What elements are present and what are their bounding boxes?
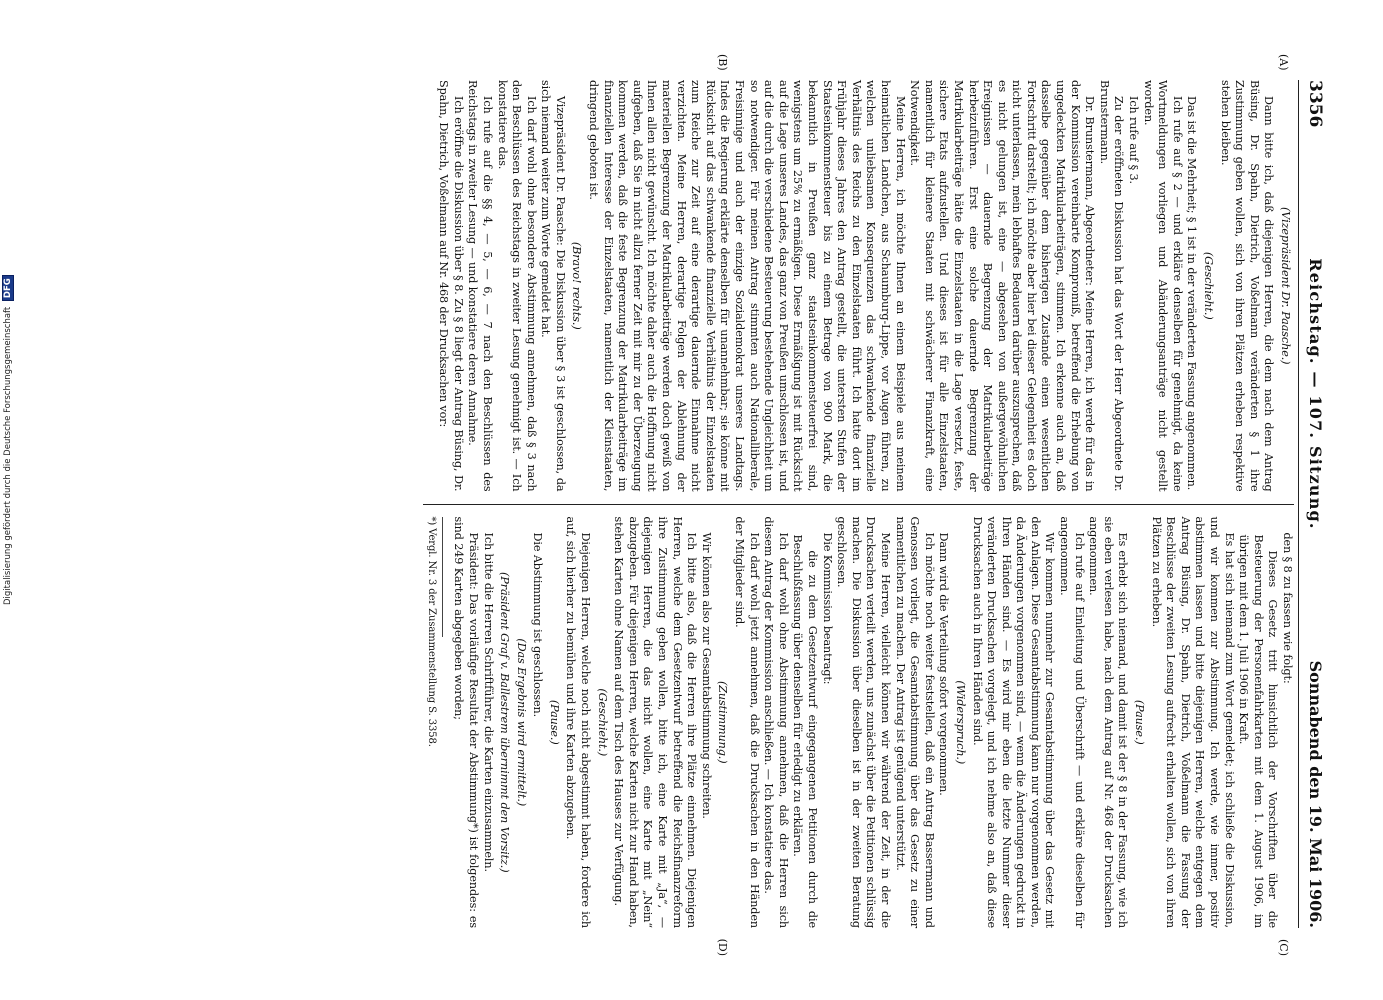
paragraph: Ich bitte die Herren Schriftführer, die Karten einzusammeln. xyxy=(481,532,495,872)
speech-paragraph: Meine Herren, ich möchte Ihnen an einem Beispiele aus meinem heimatlichen Landchen, aus Schaumburg-Lippe, vor Augen führen, zu welchen unliebsamen Konsequenzen das schwankende finanzielle Verhältnis des Reichs zu den Einzelstaaten führt. Ich hatte dort im Frühjahr dieses Jahres den Antrag gestellt, die untersten Stufen der Staatseinkommensteuer bis zu einem Betrage von 900 Mark, die bekanntlich in Preußen ganz staatseinkommensteuerfrei sind, wenigstens um 25% zu ermäßigen. Diese Ermäßigung ist mit Rücksicht auf die Lage unseres Landes, das ganz von Preußen umschlossen ist, und auf die durch die verschiedene Besteuerung bestehende Ungleichheit um so notwendiger. Für meinen Antrag stimmten auch Nationalliberale, Freisinnige und auch der einzige Sozialdemokrat unseres Landtags. Indes die Regierung erklärte denselben für unannehmbar; sie könne mit Rücksicht auf das schwankende finanzielle Verhältnis der Einzelstaaten zum Reiche zur Zeit auf eine derartige dauernde Einnahme nicht verzichten. Meine Herren, derartige Folgen der Ablehnung der materiellen Begrenzung der Matrikularbeiträge werden doch gewiß von Ihnen allen nicht gewünscht. Ich möchte daher auch die Hoffnung nicht aufgeben, daß Sie in nicht allzu ferner Zeit mit mir zu der Überzeugung kommen werden, daß die feste Begrenzung der Matrikularbeiträge im finanziellen Interesse der Einzelstaaten, namentlich der Kleinstaaten, dringend geboten ist. xyxy=(587,80,907,492)
margin-marker-d: (D) xyxy=(716,938,729,956)
margin-marker-c: (C) xyxy=(1277,939,1290,956)
speaker-line: (Vizepräsident Dr. Paasche.) xyxy=(1279,207,1292,365)
stage-direction: (Das Ergebnis wird ermittelt.) xyxy=(514,638,528,807)
stage-direction: (Widerspruch.) xyxy=(953,680,967,765)
paragraph: Meine Herren, vielleicht können wir während der Zeit, in der die Drucksachen verteilt werden, uns zunächst über die Petitionen schlüssig machen. Die Diskussion über dieselben ist in der zweiten Beratung geschlossen. xyxy=(835,516,892,928)
paragraph: Es hat sich niemand zum Wort gemeldet; ich schließe die Diskussion, und wir kommen zur Abstimmung. Ich werde, wie immer, positiv abstimmen lassen und bitte diejenigen Herren, welche entgegen dem Antrag Büsing, Dr. Spahn, Dietrich, Voßelmann die Fassung der Beschlüsse der zweiten Lesung aufrecht erhalten wollen, sich von ihren Plätzen zu erheben. xyxy=(1149,516,1236,928)
paragraph: Ich darf wohl ohne Abstimmung annehmen, daß die Herren sich diesem Antrag der Kommission anschließen. — Ich konstatiere das. xyxy=(762,516,790,928)
paragraph: Ich rufe auf § 3. xyxy=(1127,96,1141,185)
paragraph: Ich darf wohl ohne besondere Abstimmung annehmen, daß § 3 nach den Beschlüssen des Reichstags in zweiter Lesung genehmigt ist. — Ich konstatiere das. xyxy=(495,80,538,492)
paragraph: Präsident: Das vorläufige Resultat der Abstimmung*) ist folgendes: es sind 249 Karten abgegeben worden; xyxy=(452,516,480,928)
paragraph: Ich rufe auf Einleitung und Überschrift — und erkläre dieselben für angenommen. xyxy=(1058,516,1086,928)
stage-direction: (Pause.) xyxy=(1133,699,1147,745)
paragraph: Ich bitte also, daß die Herren ihre Plätze einnehmen. Diejenigen Herren, welche dem Gesetzentwurf betreffend die Reichsfinanzreform ihre Zustimmung geben wollen, bitte ich, eine Karte mit „Ja“, — diejenigen Herren, die das nicht wollen, eine Karte mit „Nein“ abzugeben. Für diejenigen Herren, welche Karten nicht zur Hand haben, stehen Karten ohne Namen auf dem Tisch des Hauses zur Verfügung. xyxy=(612,516,699,928)
margin-marker-b: (B) xyxy=(716,54,729,71)
page-header xyxy=(1305,80,1325,928)
column-divider xyxy=(423,504,1294,505)
footnote-separator xyxy=(442,517,443,637)
margin-marker-a: (A) xyxy=(1277,54,1290,71)
left-column xyxy=(423,80,1294,492)
stage-direction: (Zustimmung.) xyxy=(716,680,730,764)
page-number: 3356 xyxy=(1305,80,1325,128)
dfg-logo: DFG xyxy=(2,275,14,301)
paragraph: Dann wird die Verteilung sofort vorgenommen. xyxy=(937,532,951,796)
footnote: *) Vergl. Nr. 3 der Zusammenstellung S. 3358. xyxy=(425,516,437,747)
page-title: Reichstag. — 107. Sitzung. xyxy=(1306,258,1325,530)
paragraph: Ich rufe auf § 2 — und erkläre denselben für genehmigt, da keine Wortmeldungen vorliegen und Abänderungsanträge nicht gestellt worden. xyxy=(1141,80,1184,492)
paragraph: Ich darf wohl jetzt annehmen, daß die Drucksachen in den Händen der Mitglieder sind. xyxy=(733,516,761,928)
page-date: Sonnabend den 19. Mai 1906. xyxy=(1306,660,1325,928)
paragraph: Ich eröffne die Diskussion über § 8. Zu § 8 liegt der Antrag Büsing, Dr. Spahn, Dietrich, Voßelmann auf Nr. 468 der Drucksachen vor: xyxy=(437,80,465,492)
paragraph: Es erhebt sich niemand, und damit ist der § 8 in der Fassung, wie ich sie eben verlesen habe, nach dem Antrag auf Nr. 468 der Drucksachen angenommen. xyxy=(1087,516,1130,928)
paragraph: Dann bitte ich, daß diejenigen Herren, die dem nach dem Antrag Büsing, Dr. Spahn, Dietrich, Voßelmann veränderten § 1 ihre Zustimmung geben wollen, sich von ihren Plätzen erheben respektive stehen bleiben. xyxy=(1218,80,1276,492)
stage-direction: (Bravo! rechts.) xyxy=(570,241,584,330)
credit-text: Digitalisierung gefördert durch die Deutsche Forschungsgemeinschaft xyxy=(3,306,13,605)
digitization-credit xyxy=(2,275,14,605)
paragraph: Zu der eröffneten Diskussion hat das Wort der Herr Abgeordnete Dr. Brunstermann. xyxy=(1097,80,1126,492)
quoted-text: die zu dem Gesetzentwurf eingegangenen Petitionen durch die Beschlußfassung über denselben für erledigt zu erklären. xyxy=(791,534,819,928)
paragraph: Ich möchte noch weiter feststellen, daß ein Antrag Bassermann und Genossen vorliegt, die Gesamtabstimmung über das Gesetz zu einer namentlichen zu machen. Der Antrag ist genügend unterstützt. xyxy=(893,516,936,928)
paragraph: Die Kommission beantragt: xyxy=(820,532,834,685)
paragraph: Wir können also zur Gesamtabstimmung schreiten. xyxy=(699,532,713,819)
paragraph: den § 8 zu fassen wie folgt: xyxy=(1281,532,1294,684)
paragraph: Wir kommen nunmehr zur Gesamtabstimmung über das Gesetz mit den Anlagen. Diese Gesamtabstimmung kann nur vorgenommen werden, da Änderungen vorgenommen sind, — wenn die Änderungen gedruckt in Ihren Händen sind. — Es wird mir eben die letzte Nummer dieser veränderten Drucksachen vorgelegt, und ich nehme also an, daß diese Drucksachen auch in Ihren Händen sind. xyxy=(970,516,1057,928)
paragraph: Die Abstimmung ist geschlossen. xyxy=(531,532,545,718)
stage-direction: (Pause.) xyxy=(547,699,561,745)
speech-paragraph: Dr. Brunstermann, Abgeordneter: Meine Herren, ich werde für das in der Kommission vereinbarte Kompromiß, betreffend die Erhebung von ungedeckten Matrikularbeiträgen, stimmen. Ich erkenne auch an, daß dasselbe gegenüber dem bisherigen Zustande einen wesentlichen Fortschritt darstellt; ich möchte aber hier bei dieser Gelegenheit es doch nicht unterlassen, mein lebhaftes Bedauern darüber auszusprechen, daß es nicht gelungen ist, eine — abgesehen von außergewöhnlichen Ereignissen — dauernde Begrenzung der Matrikularbeiträge herbeizuführen. Erst eine solche dauernde Begrenzung der Matrikularbeiträge hätte die Einzelstaaten in die Lage versetzt, feste, sichere Etats aufzustellen. Und dieses ist für alle Einzelstaaten, namentlich für kleinere Staaten mit schwächerer Finanzkraft, eine Notwendigkeit. xyxy=(908,80,1097,492)
paragraph: Das ist die Mehrheit; § 1 ist in der veränderten Fassung angenommen. xyxy=(1185,96,1199,491)
header-rule xyxy=(1298,80,1299,928)
stage-direction: (Präsident Graf v. Ballestrem übernimmt den Vorsitz.) xyxy=(498,572,512,873)
paragraph: Vizepräsident Dr. Paasche: Die Diskussion über § 3 ist geschlossen, da sich niemand weiter zum Worte gemeldet hat. xyxy=(539,80,567,492)
right-column xyxy=(423,517,1294,929)
stage-direction: (Geschieht.) xyxy=(1202,251,1216,320)
text-columns xyxy=(423,54,1294,956)
paragraph: Ich rufe auf die §§ 4, — 5, — 6, — 7 nach den Beschlüssen des Reichstags in zweiter Lesung — und konstatiere deren Annahme. xyxy=(466,80,494,492)
stage-direction: (Geschieht.) xyxy=(595,688,609,757)
paragraph: Diejenigen Herren, welche noch nicht abgestimmt haben, fordere ich auf, sich hierher zu bemühen und ihre Karten abzugeben. xyxy=(564,516,593,928)
quoted-text: Dieses Gesetz tritt hinsichtlich der Vorschriften über die Besteuerung der Personenfahrkarten mit dem 1. August 1906, im übrigen mit dem 1. Juli 1906 in Kraft. xyxy=(1237,534,1280,928)
